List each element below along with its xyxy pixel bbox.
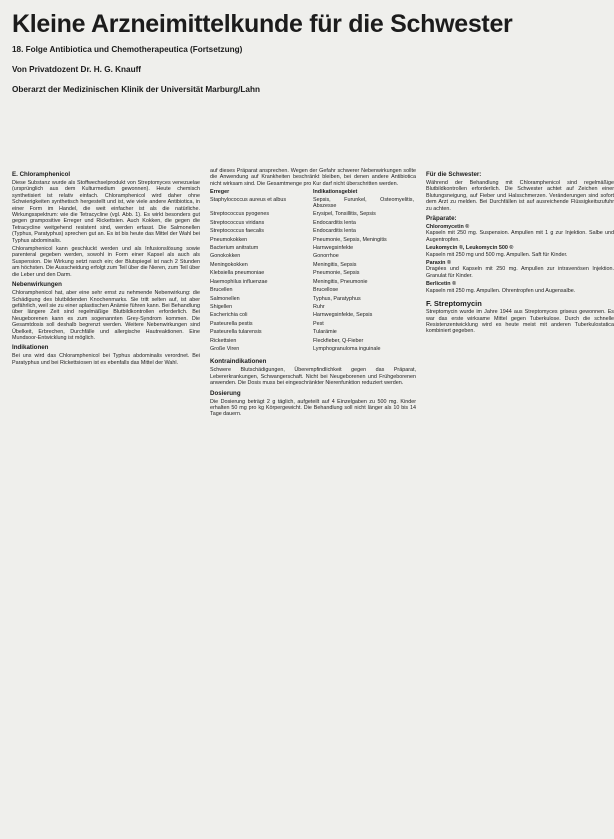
column-2 bbox=[210, 168, 416, 839]
indication-table bbox=[210, 189, 416, 354]
column-header: Erreger bbox=[210, 189, 230, 196]
pathogen-cell: Staphylococcus aureus et albus bbox=[210, 196, 287, 203]
table-row bbox=[210, 296, 416, 304]
pathogen-cell: Pneumokokken bbox=[210, 236, 248, 243]
subheading-contraindications: Kontraindikationen bbox=[210, 358, 267, 366]
pathogen-cell: Große Viren bbox=[210, 345, 240, 352]
column-3 bbox=[426, 168, 614, 839]
table-row bbox=[210, 270, 416, 278]
indication-cell: Endocarditis lenta bbox=[313, 219, 356, 226]
preparation-item bbox=[426, 245, 614, 258]
preparation-text: Dragées und Kapseln mit 250 mg. Ampullen zur intravenösen Injektion. Granulat für Kinder. bbox=[426, 266, 614, 279]
pathogen-cell: Shigellen bbox=[210, 303, 233, 310]
table-row bbox=[210, 228, 416, 236]
preparation-item bbox=[426, 281, 614, 294]
indication-cell: Gonorrhoe bbox=[313, 253, 339, 260]
pathogen-cell: Klebsiella pneumoniae bbox=[210, 270, 265, 277]
preparation-name: Leukomycin ®, Leukomycin 500 ® bbox=[426, 245, 514, 252]
preparation-text: Kapseln mit 250 mg. Suspension. Ampullen mit 1 g zur Injektion. Salbe und Augentropfen. bbox=[426, 230, 614, 243]
paragraph: Bei uns wird das Chloramphenicol bei Typhus abdominalis verordnet. Bei Paratyphus und bei Rickettsiosen ist es ebenfalls das Mittel der Wahl. bbox=[12, 353, 200, 366]
paragraph: Die Dosierung beträgt 2 g täglich, aufgeteilt auf 4 Einzelgaben zu 500 mg. Kinder erhalten 50 mg pro kg Körpergewicht. Die Behandlung soll nicht länger als 10 bis 14 Tage dauern. bbox=[210, 398, 416, 418]
subheading-indications: Indikationen bbox=[12, 344, 49, 352]
pathogen-cell: Streptococcus pyogenes bbox=[210, 211, 270, 218]
author-line: Von Privatdozent Dr. H. G. Knauff bbox=[12, 65, 142, 74]
column-header: Indikationsgebiet bbox=[313, 189, 358, 196]
paragraph: Während der Behandlung mit Chloramphenicol sind regelmäßige Blutbildkontrollen erforderlich. Die Schwester achtet auf Zeichen einer Blutungsneigung, auf Fieber und Halsschmerzen. Veränderungen sind sofort dem Arzt zu melden. Bei Durchfällen ist auf ausreichende Flüssigkeitszufuhr zu achten. bbox=[426, 180, 614, 212]
indication-cell: Tularämie bbox=[313, 329, 337, 336]
preparation-item bbox=[426, 260, 614, 279]
pathogen-cell: Gonokokken bbox=[210, 253, 241, 260]
pathogen-cell: Pasteurella tularensis bbox=[210, 329, 262, 336]
table-row bbox=[210, 338, 416, 346]
table-row bbox=[210, 211, 416, 219]
indication-cell: Fleckfieber, Q-Fieber bbox=[313, 337, 364, 344]
paragraph: Diese Substanz wurde als Stoffwechselprodukt von Streptomyces venezuelae (ursprünglich aus dem Kulturmedium gewonnen). Heute chemisch synthetisiert ist relativ einfach. Chloramphenicol wird daher ohne Schwierigkeiten synthetisch hergestellt und ist, wie viele andere Antibiotica, in einer Form im Handel, die weit einfacher ist als die natürliche. Wirkungsspektrum: wie die Tetracycline (vgl. Abb. 1). Es wirkt besonders gut gegen grampositive Erreger und Rickettsien. Auch Kokken, die gegen die Tetracycline weitgehend resistent sind, werden erfasst. Die Salmonellen (Typhus, Paratyphus) sprechen gut an. Es ist bis heute das Mittel der Wahl bei Typhus abdominalis. bbox=[12, 180, 200, 244]
pathogen-cell: Streptococcus faecalis bbox=[210, 228, 264, 235]
subheading-preparations: Präparate: bbox=[426, 215, 457, 223]
table-row bbox=[210, 237, 416, 245]
indication-cell: Endocarditis lenta bbox=[313, 228, 356, 235]
indication-cell: Meningitis, Pneumonie bbox=[313, 278, 368, 285]
paragraph: Streptomycin wurde im Jahre 1944 aus Streptomyces griseus gewonnen. Es war das erste wirksame Mittel gegen Tuberkulose. Durch die schnelle Resistenzentwicklung wird es heute meist mit anderen Tuberkulostatica kombiniert gegeben. bbox=[426, 309, 614, 335]
indication-cell: Pneumonie, Sepsis bbox=[313, 270, 360, 277]
table-row bbox=[210, 253, 416, 261]
table-row bbox=[210, 245, 416, 253]
indication-cell: Typhus, Paratyphus bbox=[313, 295, 361, 302]
preparation-name: Berlicetin ® bbox=[426, 281, 457, 288]
table-row bbox=[210, 346, 416, 354]
table-row bbox=[210, 287, 416, 295]
pathogen-cell: Meningokokken bbox=[210, 261, 248, 268]
indication-cell: Brucellose bbox=[313, 287, 339, 294]
pathogen-cell: Bacterium anitratum bbox=[210, 245, 259, 252]
indication-cell: Lymphogranuloma inguinale bbox=[313, 345, 381, 352]
text-columns bbox=[12, 168, 614, 839]
indication-cell: Harnwegsinfekte, Sepsis bbox=[313, 312, 373, 319]
table-row bbox=[210, 279, 416, 287]
paragraph: auf dieses Präparat ansprechen. Wegen der Gefahr schwerer Nebenwirkungen sollte die Anwendung auf Krankheiten beschränkt bleiben, bei denen andere Antibiotica nicht wirksam sind. Die Gesamtmenge pro Kur darf nicht überschritten werden. bbox=[210, 168, 416, 187]
subheading-side-effects: Nebenwirkungen bbox=[12, 281, 62, 289]
section-heading-chloramphenicol: E. Chloramphenicol bbox=[12, 171, 71, 178]
preparation-item bbox=[426, 224, 614, 243]
article-title: Kleine Arzneimittelkunde für die Schwester bbox=[12, 10, 513, 38]
pathogen-cell: Escherichia coli bbox=[210, 312, 248, 319]
pathogen-cell: Rickettsien bbox=[210, 337, 237, 344]
affiliation-line: Oberarzt der Medizinischen Klinik der Universität Marburg/Lahn bbox=[12, 85, 260, 94]
column-1 bbox=[12, 168, 200, 839]
preparation-name: Chloromycetin ® bbox=[426, 224, 470, 231]
indication-cell: Pneumonie, Sepsis, Meningitis bbox=[313, 236, 387, 243]
preparation-name: Paraxin ® bbox=[426, 260, 451, 267]
preparation-list bbox=[426, 224, 614, 294]
indication-cell: Meningitis, Sepsis bbox=[313, 261, 357, 268]
table-body bbox=[210, 197, 416, 355]
indication-cell: Harnwegsinfekte bbox=[313, 245, 354, 252]
table-row bbox=[210, 304, 416, 312]
series-line: 18. Folge Antibiotica und Chemotherapeutica (Fortsetzung) bbox=[12, 45, 243, 54]
pathogen-cell: Brucellen bbox=[210, 287, 233, 294]
table-row bbox=[210, 329, 416, 337]
paragraph: Chloramphenicol kann geschluckt werden und als Infusionslösung sowie parenteral gegeben werden, sowohl in Form einer Kapsel als auch als Suspension. Die Wirkung setzt rasch ein; der Blutspiegel ist nach 2 Stunden am höchsten. Die Ausscheidung erfolgt zum Teil über die Nieren, zum Teil über die Leber und den Darm. bbox=[12, 246, 200, 278]
pathogen-cell: Haemophilus influenzae bbox=[210, 278, 268, 285]
table-row bbox=[210, 312, 416, 320]
table-row bbox=[210, 220, 416, 228]
table-header-row bbox=[210, 189, 416, 196]
paragraph: Schwere Blutschädigungen, Überempfindlichkeit gegen das Präparat, Lebererkrankungen, Schwangerschaft. Nicht bei Neugeborenen und Frühgeborenen anwenden. Die Dosis muss bei eingeschränkter Nierenfunktion reduziert werden. bbox=[210, 367, 416, 387]
table-row bbox=[210, 262, 416, 270]
table-row bbox=[210, 321, 416, 329]
paragraph: Chloramphenicol hat, aber eine sehr ernst zu nehmende Nebenwirkung: die Schädigung des blutbildenden Knochenmarks. Sie tritt selten auf, ist aber gefährlich, weil sie zu einer aplastischen Anämie führen kann. Bei Behandlung über längere Zeit sind regelmäßige Blutbildkontrollen erforderlich. Bei Neugeborenen kann es zum sogenannten Grey-Syndrom kommen. Die Gesamtdosis soll deshalb begrenzt werden. Weitere Nebenwirkungen sind Übelkeit, Erbrechen, Durchfälle und allergische Hautreaktionen. Eine Mundsoor-Entwicklung ist möglich. bbox=[12, 290, 200, 341]
indication-cell: Ruhr bbox=[313, 303, 325, 310]
pathogen-cell: Streptococcus viridans bbox=[210, 219, 265, 226]
pathogen-cell: Pasteurella pestis bbox=[210, 320, 253, 327]
indication-cell: Pest bbox=[313, 320, 324, 327]
pathogen-cell: Salmonellen bbox=[210, 295, 240, 302]
subheading-for-nurse: Für die Schwester: bbox=[426, 171, 482, 178]
indication-cell: Sepsis, Furunkel, Osteomyelitis, Abszesse bbox=[313, 196, 414, 210]
indication-cell: Erysipel, Tonsillitis, Sepsis bbox=[313, 211, 376, 218]
table-row bbox=[210, 197, 416, 212]
preparation-text: Kapseln mit 250 mg und 500 mg. Ampullen. Saft für Kinder. bbox=[426, 251, 568, 258]
preparation-text: Kapseln mit 250 mg. Ampullen. Ohrentropfen und Augensalbe. bbox=[426, 287, 576, 294]
subheading-dosage: Dosierung bbox=[210, 389, 241, 397]
section-heading-streptomycin: F. Streptomycin bbox=[426, 299, 482, 309]
